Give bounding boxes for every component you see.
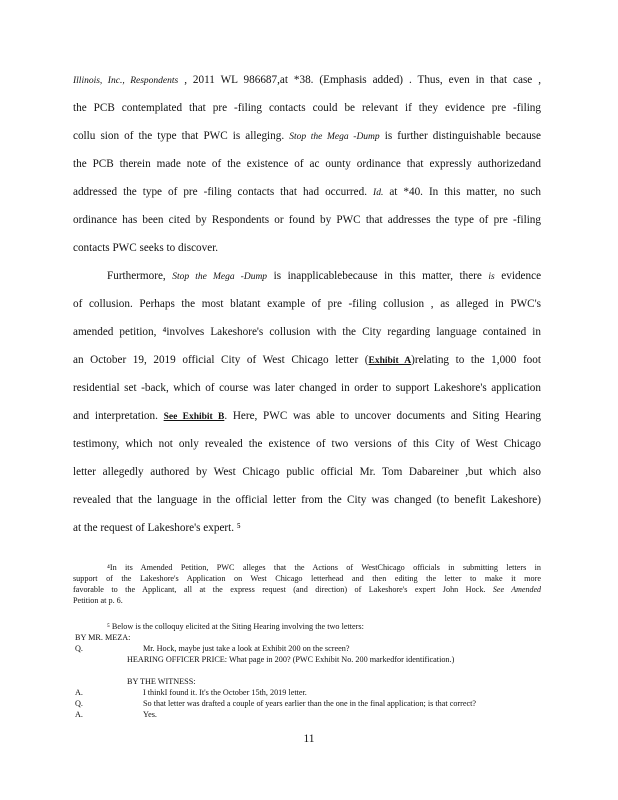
body-line: collu sion of the type that PWC is alleging. Stop the Mega -Dump is further distinguishable because — [73, 130, 542, 142]
body-line: an October 19, 2019 official City of West Chicago letter (Exhibit A)relating to the 1,000 foot — [73, 354, 541, 366]
body-line: the PCB therein made note of the existence of ac ounty ordinance that expressly authorizedand — [73, 158, 541, 170]
footnote-4-line: favorable to the Applicant, all at the express request (and direction) of Lakeshore's expert John Hock. See Amended — [73, 585, 542, 594]
body-line: letter allegedly authored by West Chicago public official Mr. Tom Dabareiner ,but which also — [73, 466, 541, 478]
footnote-5-line: HEARING OFFICER PRICE: What page in 200? (PWC Exhibit No. 200 markedfor identification.) — [127, 655, 455, 664]
footnote-5-line: Yes. — [143, 710, 157, 719]
body-line: amended petition, ⁴involves Lakeshore's collusion with the City regarding language contained in — [73, 326, 541, 338]
footnote-5-line: So that letter was drafted a couple of years earlier than the one in the final application; is that correct? — [143, 699, 477, 708]
page-number: 11 — [303, 733, 315, 745]
footnote-5-label: A. — [75, 688, 83, 697]
footnote-5-line: I thinkI found it. It's the October 15th, 2019 letter. — [143, 688, 307, 697]
exhibit-b-link[interactable]: See Exhibit B — [163, 412, 225, 422]
body-line: of collusion. Perhaps the most blatant example of pre -filing collusion , as alleged in PWC's — [73, 298, 541, 310]
exhibit-a-link[interactable]: Exhibit A — [368, 356, 412, 366]
body-line: revealed that the language in the official letter from the City was changed (to benefit Lakeshore) — [73, 494, 541, 506]
case-name: Stop the Mega -Dump — [172, 272, 268, 282]
footnote-5-line: BY MR. MEZA: — [75, 633, 131, 642]
footnote-5-label: Q. — [75, 699, 83, 708]
footnote-4-line: ⁴In its Amended Petition, PWC alleges that the Actions of WestChicago officials in submitting letters in — [107, 563, 541, 572]
body-line: at the request of Lakeshore's expert. ⁵ — [73, 522, 241, 534]
footnote-5-label: Q. — [75, 644, 83, 653]
footnote-5-line: Mr. Hock, maybe just take a look at Exhibit 200 on the screen? — [143, 644, 350, 653]
body-line: residential set -back, which of course was later changed in order to support Lakeshore's application — [73, 382, 541, 394]
footnote-4-line: support of the Lakeshore's Application on West Chicago letterhead and then editing the letter to make it more — [73, 574, 541, 583]
case-citation: Illinois, Inc., Respondents — [73, 76, 179, 86]
body-line: testimony, which not only revealed the existence of two versions of this City of West Chicago — [73, 438, 541, 450]
body-line: Furthermore, Stop the Mega -Dump is inapplicablebecause in this matter, there is evidence — [107, 270, 542, 282]
body-line: addressed the type of pre -filing contacts that had occurred. Id. at *40. In this matter, no such — [73, 186, 542, 198]
case-name: Stop the Mega -Dump — [289, 132, 380, 142]
footnote-5-label: A. — [75, 710, 83, 719]
body-line: contacts PWC seeks to discover. — [73, 242, 219, 254]
footnote-4-line: Petition at p. 6. — [73, 596, 123, 605]
footnote-5-line: BY THE WITNESS: — [127, 677, 196, 686]
body-line: and interpretation. See Exhibit B. Here, PWC was able to uncover documents and Siting Hearing — [73, 410, 542, 422]
body-line: the PCB contemplated that pre -filing contacts could be relevant if they evidence pre -filing — [73, 102, 541, 114]
body-line: Illinois, Inc., Respondents , 2011 WL 986687,at *38. (Emphasis added) . Thus, even in that case , — [73, 74, 542, 86]
footnote-5-line: ⁵ Below is the colloquy elicited at the Siting Hearing involving the two letters: — [107, 622, 364, 631]
body-line: ordinance has been cited by Respondents or found by PWC that addresses the type of pre -filing — [73, 214, 541, 226]
